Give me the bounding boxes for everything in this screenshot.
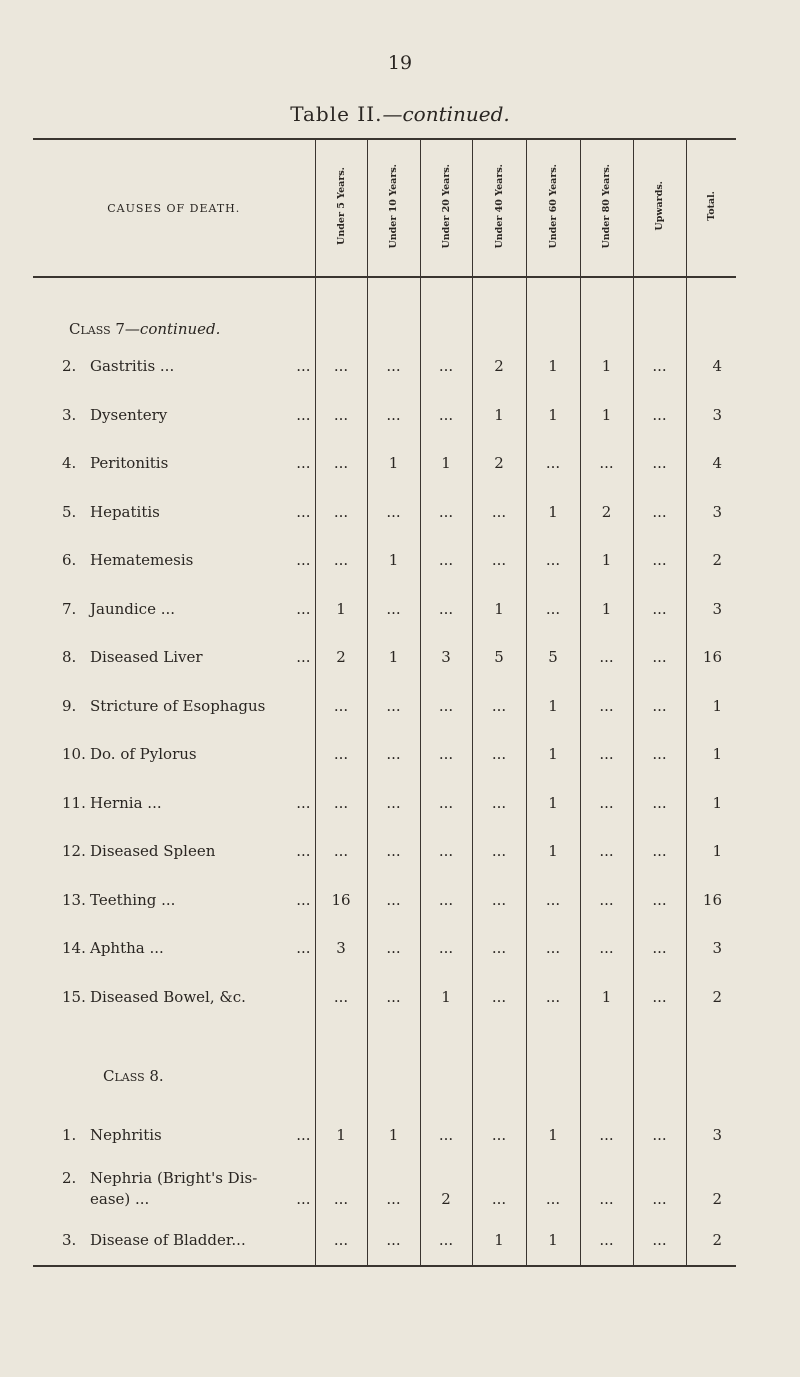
value-cell: ...	[472, 876, 526, 925]
leader-dots: ...	[296, 405, 311, 424]
leader-dots: ...	[296, 793, 311, 812]
value-cell: ...	[633, 924, 686, 973]
total-cell: 1	[686, 827, 736, 876]
leader-dots: ...	[296, 454, 311, 473]
empty-cell	[580, 1021, 633, 1111]
value-cell: 1	[580, 973, 633, 1022]
cause-cell	[33, 1160, 315, 1217]
value-cell: ...	[315, 439, 367, 488]
value-cell: 5	[472, 633, 526, 682]
table-title	[0, 102, 800, 126]
empty-cell	[686, 277, 736, 342]
empty-cell	[315, 1021, 367, 1111]
value-cell: 1	[367, 536, 420, 585]
cause-number: 15.	[62, 987, 86, 1006]
value-cell: ...	[633, 342, 686, 391]
empty-cell	[315, 277, 367, 342]
empty-cell	[367, 1021, 420, 1111]
value-cell: ...	[315, 342, 367, 391]
value-cell: ...	[367, 827, 420, 876]
table-body	[33, 277, 736, 1266]
value-cell: 1	[526, 827, 580, 876]
value-cell: 1	[420, 439, 472, 488]
cause-name-continued: ease) ...	[90, 1190, 150, 1208]
column-header-label: Under 60 Years.	[547, 163, 559, 249]
value-cell: ...	[315, 682, 367, 731]
value-cell: 1	[526, 1111, 580, 1160]
value-cell: ...	[315, 779, 367, 828]
value-cell: ...	[633, 1111, 686, 1160]
value-cell: 1	[526, 682, 580, 731]
cause-name: Aphtha ...	[90, 939, 164, 958]
cause-cell	[33, 585, 315, 634]
cause-number: 1.	[62, 1126, 77, 1145]
cause-name: Gastritis ...	[90, 357, 175, 376]
cause-number: 14.	[62, 939, 86, 958]
value-cell: ...	[633, 439, 686, 488]
table-row	[33, 488, 736, 537]
cause-name: Diseased Liver	[90, 648, 203, 667]
value-cell: ...	[633, 488, 686, 537]
empty-cell	[633, 277, 686, 342]
total-cell: 16	[686, 633, 736, 682]
value-cell: ...	[580, 730, 633, 779]
value-cell: ...	[315, 1216, 367, 1266]
leader-dots: ...	[296, 890, 311, 909]
cause-number: 10.	[62, 745, 86, 764]
cause-cell	[33, 439, 315, 488]
cause-cell	[33, 536, 315, 585]
value-cell: 1	[526, 730, 580, 779]
value-cell: ...	[367, 391, 420, 440]
value-cell: ...	[315, 391, 367, 440]
value-cell: ...	[633, 876, 686, 925]
column-header-under-20	[420, 139, 472, 277]
leader-dots: ...	[296, 939, 311, 958]
value-cell: ...	[420, 730, 472, 779]
value-cell: 5	[526, 633, 580, 682]
table-row	[33, 827, 736, 876]
cause-cell	[33, 342, 315, 391]
cause-name: Diseased Bowel, &c.	[90, 987, 246, 1006]
value-cell: 16	[315, 876, 367, 925]
value-cell: ...	[472, 488, 526, 537]
cause-cell	[33, 827, 315, 876]
value-cell: 2	[315, 633, 367, 682]
column-header-label: Under 40 Years.	[493, 163, 505, 249]
value-cell: ...	[367, 973, 420, 1022]
total-cell: 1	[686, 779, 736, 828]
value-cell: 1	[315, 1111, 367, 1160]
column-header-under-40	[472, 139, 526, 277]
value-cell: ...	[526, 439, 580, 488]
table-row	[33, 876, 736, 925]
value-cell: ...	[526, 536, 580, 585]
value-cell: 1	[580, 536, 633, 585]
table-title-continued: —continued.	[382, 102, 510, 126]
value-cell: ...	[367, 488, 420, 537]
cause-number: 2.	[62, 1169, 77, 1187]
value-cell: ...	[315, 488, 367, 537]
class-label: Class 8.	[103, 1067, 164, 1085]
value-cell: ...	[580, 779, 633, 828]
column-header-under-5	[315, 139, 367, 277]
column-header-upwards	[633, 139, 686, 277]
value-cell: ...	[580, 1216, 633, 1266]
value-cell: ...	[420, 342, 472, 391]
value-cell: 1	[420, 973, 472, 1022]
table-row	[33, 585, 736, 634]
value-cell: ...	[580, 439, 633, 488]
empty-cell	[580, 277, 633, 342]
cause-name: Diseased Spleen	[90, 842, 216, 861]
class-heading-row	[33, 277, 736, 342]
cause-number: 5.	[62, 502, 77, 521]
table-row	[33, 1216, 736, 1266]
leader-dots: ...	[296, 357, 311, 376]
value-cell: 1	[526, 488, 580, 537]
empty-cell	[633, 1021, 686, 1111]
value-cell: ...	[367, 585, 420, 634]
cause-name: Dysentery	[90, 405, 168, 424]
column-header-label: Under 5 Years.	[335, 167, 347, 245]
total-cell: 3	[686, 391, 736, 440]
value-cell: 3	[315, 924, 367, 973]
cause-cell	[33, 391, 315, 440]
column-header-under-80	[580, 139, 633, 277]
table-row	[33, 682, 736, 731]
column-header-under-10	[367, 139, 420, 277]
cause-number: 13.	[62, 890, 86, 909]
column-header-label: Under 10 Years.	[388, 163, 399, 249]
total-cell: 16	[686, 876, 736, 925]
value-cell: ...	[472, 779, 526, 828]
value-cell: 1	[472, 391, 526, 440]
total-cell: 3	[686, 488, 736, 537]
value-cell: ...	[420, 924, 472, 973]
cause-cell	[33, 730, 315, 779]
cause-number: 9.	[62, 696, 77, 715]
value-cell: ...	[472, 536, 526, 585]
class-8-heading	[33, 1021, 315, 1111]
value-cell: ...	[526, 1160, 580, 1217]
value-cell: ...	[580, 633, 633, 682]
leader-dots: ...	[296, 1190, 311, 1208]
total-cell: 2	[686, 1216, 736, 1266]
empty-cell	[526, 1021, 580, 1111]
header-row	[33, 139, 736, 277]
table-row	[33, 342, 736, 391]
value-cell: 1	[526, 391, 580, 440]
table-row	[33, 924, 736, 973]
table-title-main: Table II.	[290, 102, 383, 126]
value-cell: ...	[580, 827, 633, 876]
value-cell: ...	[472, 973, 526, 1022]
value-cell: 1	[580, 585, 633, 634]
leader-dots: ...	[296, 599, 311, 618]
value-cell: ...	[420, 585, 472, 634]
cause-name: Peritonitis	[90, 454, 169, 473]
page-number: 19	[387, 52, 413, 74]
cause-number: 12.	[62, 842, 86, 861]
value-cell: ...	[580, 924, 633, 973]
cause-cell	[33, 633, 315, 682]
value-cell: ...	[633, 536, 686, 585]
value-cell: ...	[367, 342, 420, 391]
leader-dots: ...	[296, 551, 311, 570]
cause-cell	[33, 1216, 315, 1266]
table-row	[33, 730, 736, 779]
value-cell: ...	[315, 1160, 367, 1217]
class-continued: —continued.	[124, 320, 221, 338]
cause-cell	[33, 973, 315, 1022]
table-row	[33, 779, 736, 828]
cause-cell	[33, 682, 315, 731]
value-cell: ...	[367, 1216, 420, 1266]
table-row	[33, 1160, 736, 1217]
cause-name: Hepatitis	[90, 502, 160, 521]
table-row	[33, 439, 736, 488]
value-cell: ...	[472, 730, 526, 779]
value-cell: ...	[472, 924, 526, 973]
empty-cell	[420, 277, 472, 342]
table-row	[33, 973, 736, 1022]
cause-cell	[33, 876, 315, 925]
value-cell: ...	[315, 536, 367, 585]
value-cell: ...	[633, 682, 686, 731]
value-cell: 3	[420, 633, 472, 682]
value-cell: 1	[367, 633, 420, 682]
cause-name: Nephritis	[90, 1126, 162, 1145]
value-cell: 1	[526, 779, 580, 828]
value-cell: 2	[472, 342, 526, 391]
table-row	[33, 391, 736, 440]
value-cell: ...	[315, 973, 367, 1022]
cause-name: Teething ...	[90, 890, 176, 909]
value-cell: ...	[367, 876, 420, 925]
value-cell: ...	[633, 1160, 686, 1217]
cause-name: Hernia ...	[90, 793, 162, 812]
column-header-label: Under 80 Years.	[601, 163, 612, 249]
value-cell: ...	[472, 1160, 526, 1217]
value-cell: ...	[315, 827, 367, 876]
class-label: Class 7	[69, 320, 125, 338]
value-cell: 1	[315, 585, 367, 634]
value-cell: ...	[633, 779, 686, 828]
cause-name: Nephria (Bright's Dis-	[90, 1169, 258, 1187]
value-cell: 1	[526, 342, 580, 391]
total-cell: 4	[686, 439, 736, 488]
value-cell: 1	[367, 439, 420, 488]
value-cell: 1	[526, 1216, 580, 1266]
empty-cell	[472, 1021, 526, 1111]
value-cell: ...	[580, 682, 633, 731]
total-cell: 1	[686, 730, 736, 779]
total-cell: 3	[686, 924, 736, 973]
cause-number: 2.	[62, 357, 77, 376]
table-row	[33, 1111, 736, 1160]
cause-number: 4.	[62, 454, 77, 473]
value-cell: ...	[367, 779, 420, 828]
value-cell: ...	[580, 1160, 633, 1217]
total-cell: 2	[686, 973, 736, 1022]
leader-dots: ...	[296, 842, 311, 861]
column-header-total	[686, 139, 736, 277]
value-cell: ...	[420, 827, 472, 876]
cause-number: 3.	[62, 1231, 77, 1250]
value-cell: 2	[580, 488, 633, 537]
value-cell: ...	[420, 488, 472, 537]
total-cell: 3	[686, 1111, 736, 1160]
leader-dots: ...	[296, 648, 311, 667]
empty-cell	[686, 1021, 736, 1111]
column-header-label: Total.	[705, 191, 717, 221]
value-cell: ...	[420, 1111, 472, 1160]
cause-cell	[33, 1111, 315, 1160]
total-cell: 4	[686, 342, 736, 391]
cause-name: Jaundice ...	[90, 599, 176, 618]
value-cell: ...	[472, 682, 526, 731]
value-cell: 1	[472, 1216, 526, 1266]
value-cell: ...	[526, 585, 580, 634]
value-cell: ...	[367, 924, 420, 973]
cause-cell	[33, 779, 315, 828]
value-cell: ...	[420, 682, 472, 731]
value-cell: ...	[420, 1216, 472, 1266]
total-cell: 1	[686, 682, 736, 731]
table-row	[33, 633, 736, 682]
total-cell: 2	[686, 536, 736, 585]
value-cell: 1	[580, 342, 633, 391]
value-cell: ...	[367, 1160, 420, 1217]
value-cell: ...	[526, 924, 580, 973]
value-cell: ...	[472, 827, 526, 876]
cause-number: 8.	[62, 648, 77, 667]
cause-cell	[33, 924, 315, 973]
cause-number: 7.	[62, 599, 77, 618]
table-row	[33, 536, 736, 585]
value-cell: ...	[367, 730, 420, 779]
value-cell: ...	[367, 682, 420, 731]
cause-number: 11.	[62, 793, 86, 812]
leader-dots: ...	[296, 1126, 311, 1145]
value-cell: ...	[420, 536, 472, 585]
empty-cell	[526, 277, 580, 342]
column-header-under-60	[526, 139, 580, 277]
value-cell: ...	[526, 973, 580, 1022]
value-cell: 2	[472, 439, 526, 488]
value-cell: ...	[633, 585, 686, 634]
value-cell: ...	[633, 827, 686, 876]
value-cell: ...	[633, 633, 686, 682]
value-cell: ...	[472, 1111, 526, 1160]
class-heading-row	[33, 1021, 736, 1111]
total-cell: 2	[686, 1160, 736, 1217]
value-cell: ...	[633, 730, 686, 779]
total-cell: 3	[686, 585, 736, 634]
value-cell: ...	[633, 391, 686, 440]
mortality-table	[33, 138, 736, 1267]
empty-cell	[472, 277, 526, 342]
empty-cell	[367, 277, 420, 342]
cause-name: Hematemesis	[90, 551, 194, 570]
leader-dots: ...	[296, 502, 311, 521]
value-cell: ...	[420, 779, 472, 828]
value-cell: ...	[526, 876, 580, 925]
value-cell: 2	[420, 1160, 472, 1217]
column-header-label: Under 20 Years.	[440, 163, 452, 249]
class-7-heading	[33, 277, 315, 342]
value-cell: 1	[580, 391, 633, 440]
column-header-cause: CAUSES OF DEATH.	[33, 139, 315, 277]
value-cell: ...	[580, 876, 633, 925]
cause-name: Disease of Bladder...	[90, 1231, 246, 1250]
cause-number: 6.	[62, 551, 77, 570]
value-cell: ...	[633, 973, 686, 1022]
cause-name: Do. of Pylorus	[90, 745, 197, 764]
value-cell: ...	[420, 391, 472, 440]
cause-name: Stricture of Esophagus	[90, 696, 266, 715]
column-header-label: Upwards.	[654, 181, 665, 231]
cause-cell	[33, 488, 315, 537]
cause-number: 3.	[62, 405, 77, 424]
empty-cell	[420, 1021, 472, 1111]
value-cell: ...	[420, 876, 472, 925]
value-cell: 1	[472, 585, 526, 634]
value-cell: 1	[367, 1111, 420, 1160]
value-cell: ...	[580, 1111, 633, 1160]
value-cell: ...	[633, 1216, 686, 1266]
value-cell: ...	[315, 730, 367, 779]
